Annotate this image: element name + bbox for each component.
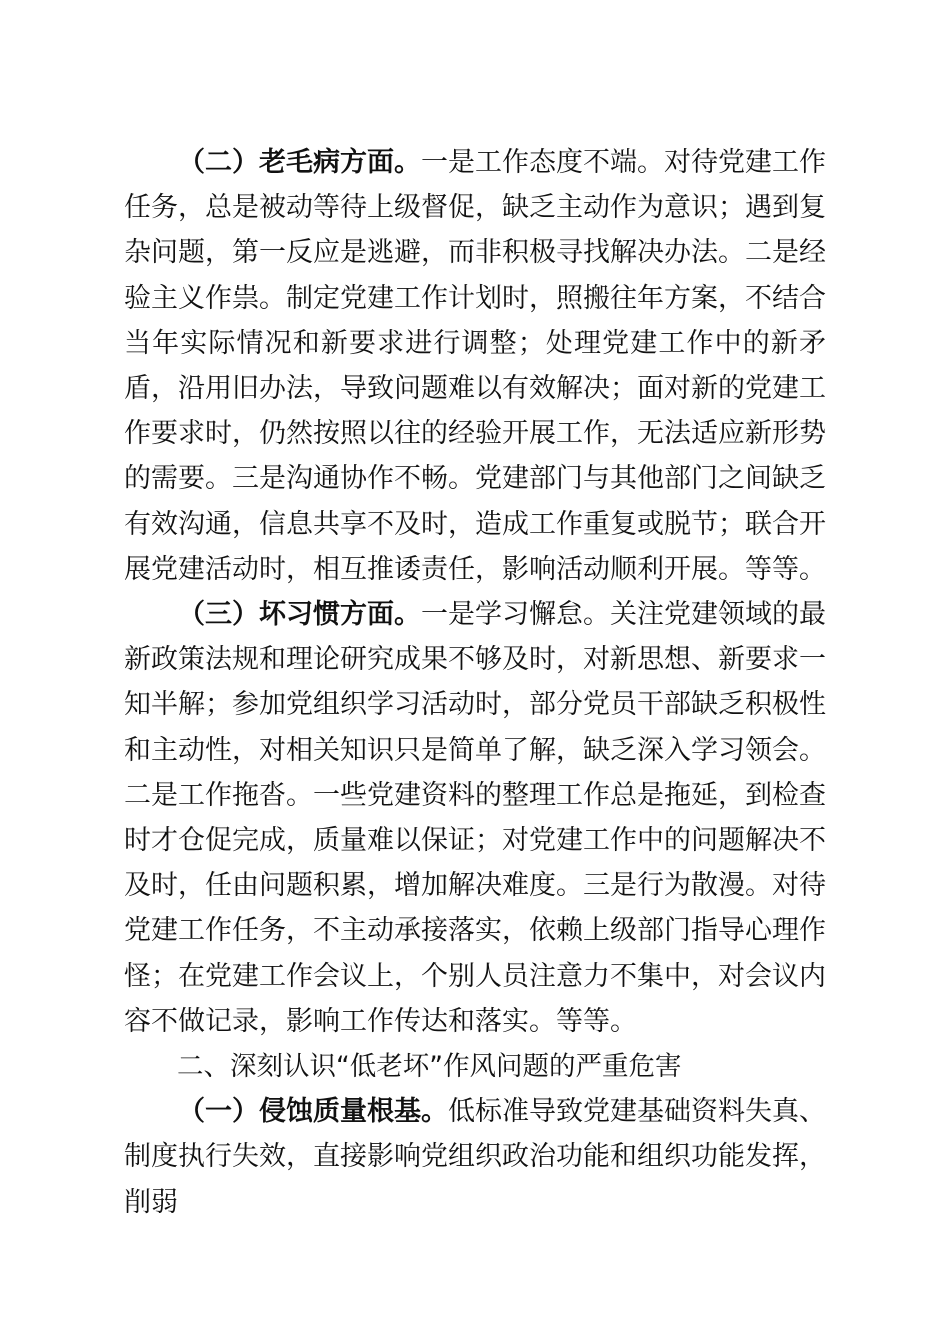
document-page [124, 140, 826, 1225]
paragraph-body: 低标准导致党建基础资料失真、制度执行失效，直接影响党组织政治功能和组织功能发挥，削弱 [124, 1096, 826, 1218]
paragraph-body: 一是学习懈怠。关注党建领域的最新政策法规和理论研究成果不够及时，对新思想、新要求一知半解；参加党组织学习活动时，部分党员干部缺乏积极性和主动性，对相关知识只是简单了解，缺乏深入学习领会。二是工作拖沓。一些党建资料的整理工作总是拖延，到检查时才仓促完成，质量难以保证；对党建工作中的问题解决不及时，任由问题积累，增加解决难度。三是行为散漫。对待党建工作任务，不主动承接落实，依赖上级部门指导心理作怪；在党建工作会议上，个别人员注意力不集中，对会议内容不做记录，影响工作传达和落实。等等。 [124, 599, 826, 1037]
section-heading: 二、深刻认识“低老坏”作风问题的严重危害 [177, 1051, 682, 1083]
paragraph-body: 一是工作态度不端。对待党建工作任务，总是被动等待上级督促，缺乏主动作为意识；遇到复杂问题，第一反应是逃避，而非积极寻找解决办法。二是经验主义作祟。制定党建工作计划时，照搬往年方案，不结合当年实际情况和新要求进行调整；处理党建工作中的新矛盾，沿用旧办法，导致问题难以有效解决；面对新的党建工作要求时，仍然按照以往的经验开展工作，无法适应新形势的需要。三是沟通协作不畅。党建部门与其他部门之间缺乏有效沟通，信息共享不及时，造成工作重复或脱节；联合开展党建活动时，相互推诿责任，影响活动顺利开展。等等。 [124, 147, 826, 585]
paragraph-bad-habits [124, 592, 826, 1044]
paragraph-lead: （一）侵蚀质量根基。 [178, 1096, 448, 1128]
paragraph-erode-foundation [124, 1089, 826, 1225]
paragraph-lead: （三）坏习惯方面。 [178, 599, 421, 631]
paragraph-old-problems [124, 140, 826, 592]
paragraph-lead: （二）老毛病方面。 [178, 147, 421, 178]
